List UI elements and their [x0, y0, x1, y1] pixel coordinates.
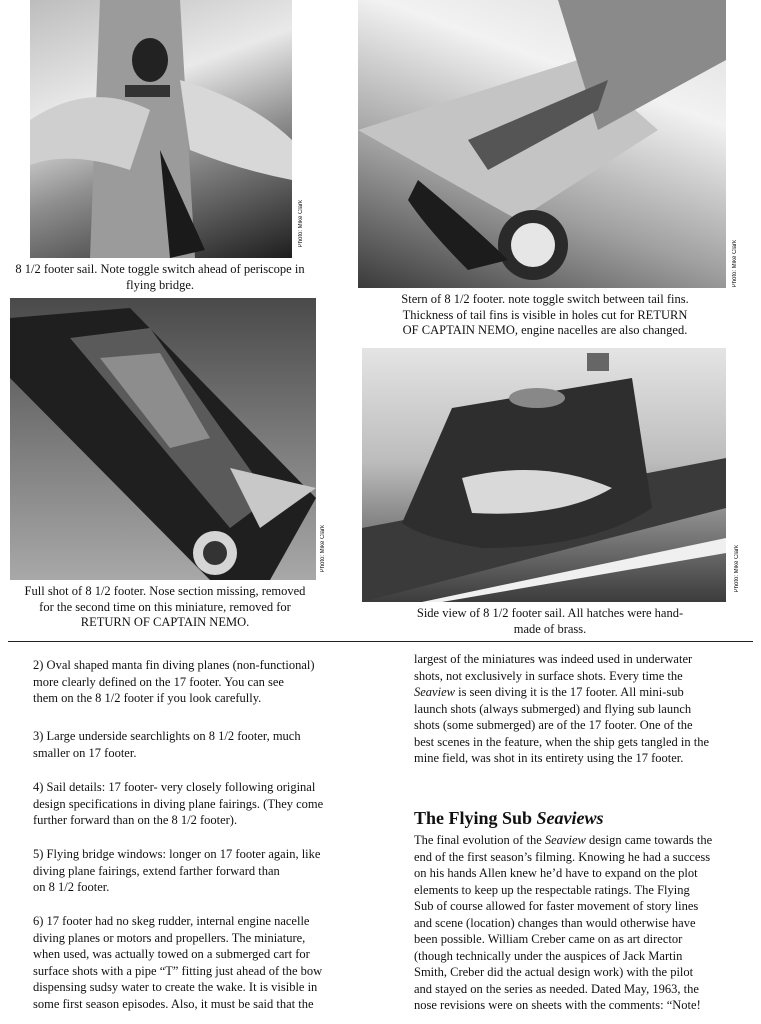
photo-caption: 8 1/2 footer sail. Note toggle switch ahead of periscope in flying bridge.: [15, 262, 305, 292]
section-heading: The Flying Sub Seaviews: [414, 808, 604, 828]
photo-caption: Full shot of 8 1/2 footer. Nose section missing, removed for the second time on this miniature, removed for RETURN OF CAPTAIN NEMO.: [24, 584, 306, 629]
paragraph: 5) Flying bridge windows: longer on 17 footer again, like diving plane fairings, extend farther forward than on 8 1/2 footer.: [33, 847, 321, 894]
paragraph: 6) 17 footer had no skeg rudder, internal engine nacelle diving planes or motors and propellers. The miniature, when used, was actually towed on a submerged cart for surface shots with a pipe “T” fitting just ahead of the bow dispensing sudsy water to create the wake. It is visible in some first season episodes. Also, it must be said that the: [33, 914, 323, 1011]
paragraph: 4) Sail details: 17 footer- very closely following original design specifications in diving plane fairings. (They come further forward than on the 8 1/2 footer).: [33, 780, 324, 827]
paragraph: The final evolution of the Seaview design came towards the end of the first season’s filming. Knowing he had a success on his hands Allen knew he’d have to expand on the plot elements to keep up the respectable ratings. The Flying Sub of course allowed for faster movement of story lines and scene (location) changes than would otherwise have been possible. William Creber came on as art director (though technically under the auspices of Jack Martin Smith, Creber did the actual design work) with the pilot and stayed on the series as needed. Dated May, 1963, the nose revisions were on sheets with the comments: “Note!: [414, 833, 713, 1012]
photo-credit: Photo: Mike Clark: [734, 545, 740, 593]
photo-credit: Photo: Mike Clark: [320, 525, 326, 573]
photo-caption: Side view of 8 1/2 footer sail. All hatches were hand- made of brass.: [416, 606, 684, 636]
photo-sail-top: [30, 0, 292, 258]
photo-stern: [358, 0, 726, 288]
paragraph: 3) Large underside searchlights on 8 1/2 footer, much smaller on 17 footer.: [33, 729, 301, 760]
paragraph: 2) Oval shaped manta fin diving planes (non-functional) more clearly defined on the 17 footer. You can see them on the 8 1/2 footer if you look carefully.: [33, 658, 315, 705]
photo-caption: Stern of 8 1/2 footer. note toggle switch between tail fins. Thickness of tail fins is visible in holes cut for RETURN OF CAPTAIN NEMO, engine nacelles are also changed.: [401, 292, 689, 337]
photo-credit: Photo: Mike Clark: [732, 240, 738, 288]
photo-full-shot: [10, 298, 316, 580]
paragraph: largest of the miniatures was indeed used in underwater shots, not exclusively in surface shots. Every time the Seaview is seen diving it is the 17 footer. All mini-sub launch shots (always submerged) and flying sub launch shots (some submerged) are of the 17 footer. One of the best scenes in the feature, when the ship gets tangled in the mine field, was shot in its entirety using the 17 footer.: [414, 652, 710, 765]
photo-credit: Photo: Mike Clark: [298, 200, 304, 248]
photo-side-view: [362, 348, 726, 602]
section-divider: [8, 641, 753, 642]
